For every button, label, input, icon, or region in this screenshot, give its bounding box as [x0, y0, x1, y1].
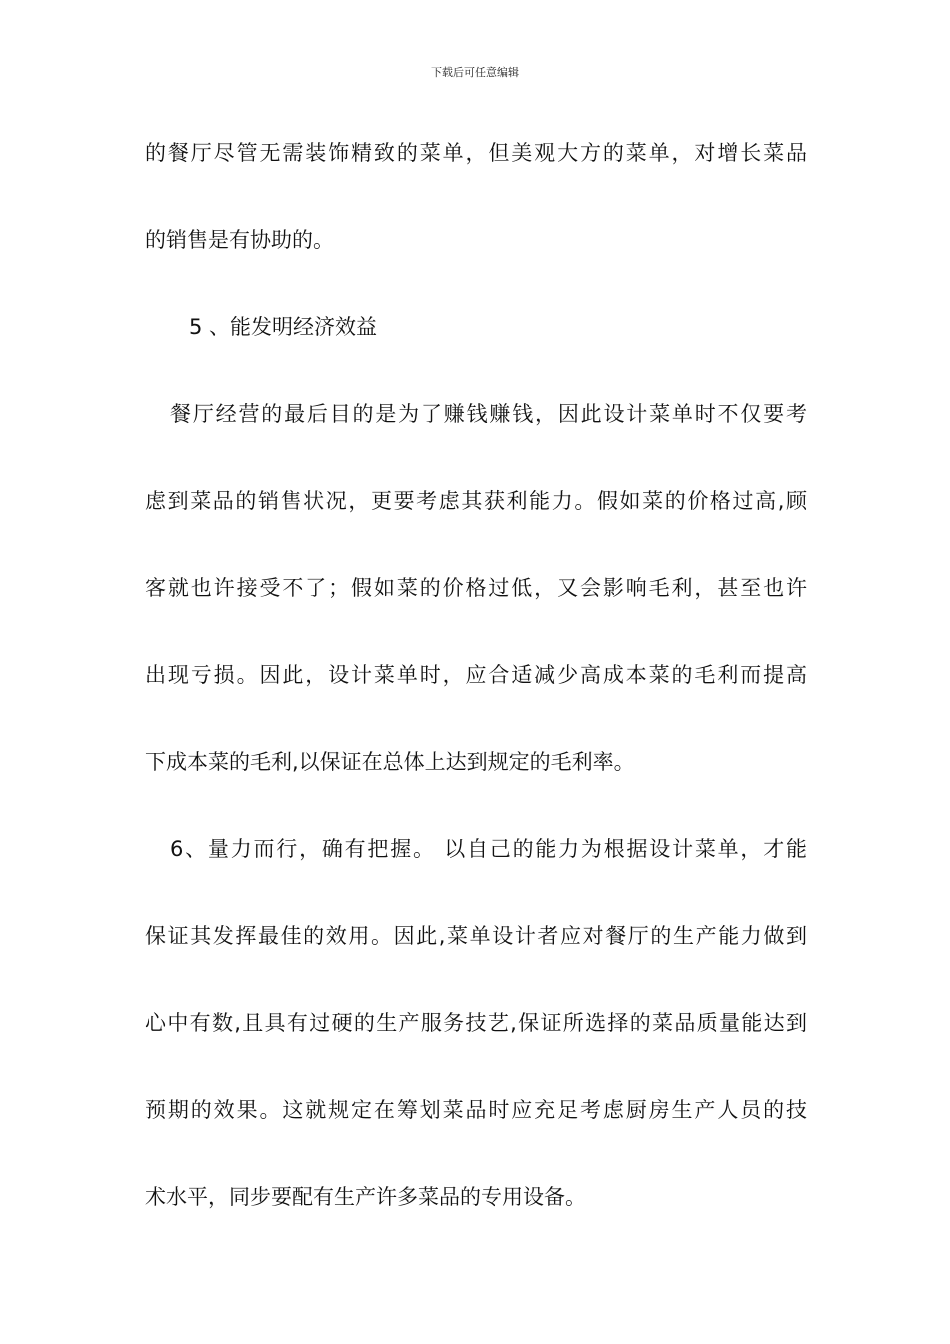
paragraph-line-8: 下成本菜的毛利,以保证在总体上达到规定的毛利率。: [145, 750, 635, 774]
paragraph-line-6: 客就也许接受不了；假如菜的价格过低，又会影响毛利，甚至也许: [145, 576, 807, 600]
paragraph-line-11: 心中有数,且具有过硬的生产服务技艺,保证所选择的菜品质量能达到: [145, 1011, 807, 1035]
paragraph-line-7: 出现亏损。因此，设计菜单时，应合适减少高成本菜的毛利而提高: [145, 663, 807, 687]
paragraph-line-10: 保证其发挥最佳的效用。因此,菜单设计者应对餐厅的生产能力做到: [145, 924, 807, 948]
section-heading-5: 5 、能发明经济效益: [189, 315, 378, 339]
paragraph-line-9: 6、量力而行，确有把握。 以自己的能力为根据设计菜单，才能: [170, 837, 807, 861]
paragraph-line-1: 的餐厅尽管无需装饰精致的菜单，但美观大方的菜单，对增长菜品: [145, 141, 807, 165]
paragraph-line-13: 术水平，同步要配有生产许多菜品的专用设备。: [145, 1185, 586, 1209]
paragraph-line-4: 餐厅经营的最后目的是为了赚钱赚钱，因此设计菜单时不仅要考: [170, 402, 807, 426]
page-header: 下载后可任意编辑: [431, 66, 519, 79]
paragraph-line-5: 虑到菜品的销售状况，更要考虑其获利能力。假如菜的价格过高,顾: [145, 489, 807, 513]
paragraph-line-12: 预期的效果。这就规定在筹划菜品时应充足考虑厨房生产人员的技: [145, 1098, 807, 1122]
paragraph-line-2: 的销售是有协助的。: [145, 228, 334, 252]
